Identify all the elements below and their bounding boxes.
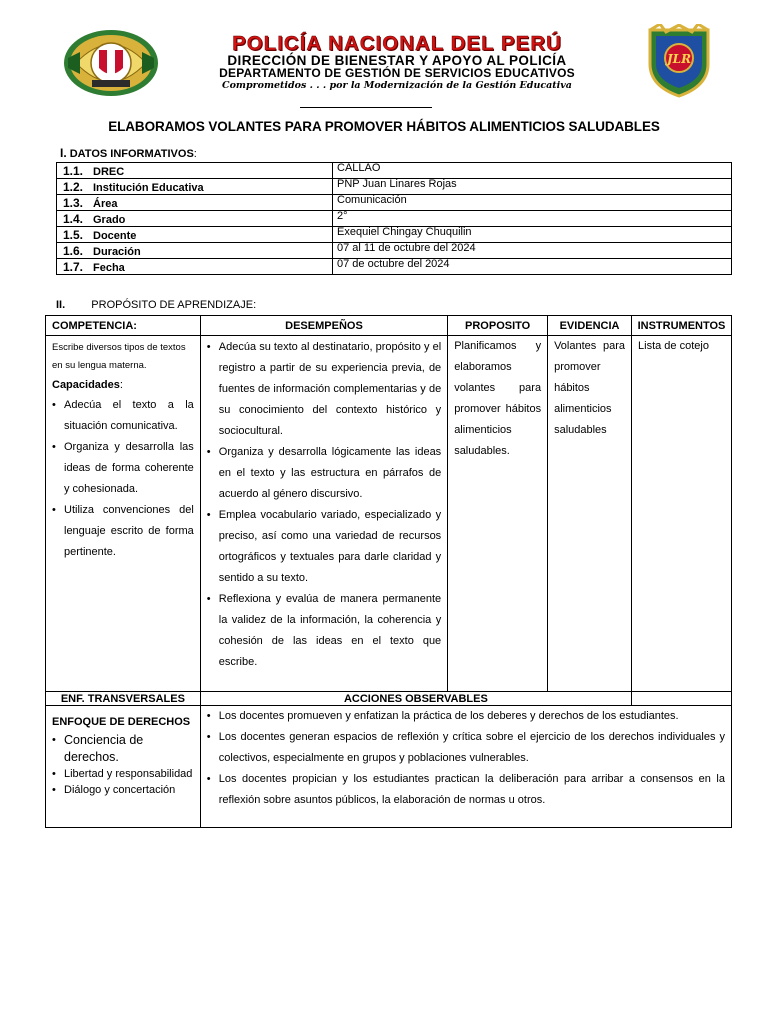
datos-value: Comunicación	[333, 195, 732, 211]
acciones-list	[207, 706, 725, 811]
datos-key-cell	[57, 227, 333, 243]
enfoque-main-list	[52, 732, 194, 766]
desempenos-list	[207, 337, 441, 673]
datos-number: 1.4.	[63, 211, 84, 226]
accion-item: • Los docentes propician y los estudiantes practican la deliberación para arribar a consensos en la reflexión sobre asuntos públicos, la elaboración de normas u otros.	[207, 769, 725, 811]
pnp-crest-icon	[62, 28, 160, 98]
school-shield-text: JLR	[666, 52, 692, 66]
desempeno-item: • Organiza y desarrolla lógicamente las ideas en el texto y las estructura en párrafos de acuerdo al género discursivo.	[207, 442, 441, 505]
datos-key: Fecha	[93, 261, 125, 274]
header-acciones-observables: ACCIONES OBSERVABLES	[200, 692, 631, 706]
enfoque-values-list	[52, 766, 194, 798]
datos-row	[57, 163, 732, 179]
header-instrumentos: INSTRUMENTOS	[632, 316, 732, 336]
org-motto: Comprometidos . . . por la Modernización de la Gestión Educativa	[222, 80, 572, 91]
datos-row	[57, 227, 732, 243]
header-empty-cell	[632, 692, 732, 706]
datos-row	[57, 259, 732, 275]
evidencia-text: Volantes para promover hábitos alimenticios saludables	[554, 340, 626, 436]
datos-key: Grado	[93, 213, 126, 226]
datos-row	[57, 195, 732, 211]
enfoque-value-item: • Libertad y responsabilidad	[52, 766, 194, 782]
datos-key: Docente	[93, 229, 137, 242]
section-2-heading	[56, 299, 256, 311]
competencia-cell	[46, 336, 201, 692]
datos-informativos-table	[56, 162, 732, 275]
desempeno-item: • Adecúa su texto al destinatario, propósito y el registro a partir de su experiencia previa, de fuentes de información complementarias y de su conocimiento del contexto histórico y sociocultural.	[207, 337, 441, 442]
proposito-content-row	[46, 336, 732, 692]
proposito-header-row	[46, 316, 732, 336]
transversal-header-row	[46, 692, 732, 706]
desempeno-item: • Reflexiona y evalúa de manera permanente la validez de la información, la coherencia y cohesión de las ideas en el texto que escribe.	[207, 589, 441, 673]
header-rule	[300, 107, 432, 108]
section-2-number: II.	[56, 299, 66, 311]
header-competencia: COMPETENCIA:	[46, 316, 201, 336]
capacidades-suffix: :	[119, 379, 123, 391]
datos-key-cell	[57, 211, 333, 227]
capacidades-list	[52, 395, 194, 563]
datos-value: 07 al 11 de octubre del 2024	[333, 243, 732, 259]
header-enf-transversales: ENF. TRANSVERSALES	[46, 692, 201, 706]
datos-row	[57, 211, 732, 227]
section-1-heading	[60, 146, 197, 160]
enfoque-main-item: • Conciencia de derechos.	[52, 732, 194, 766]
org-name: POLICÍA NACIONAL DEL PERÚ	[232, 32, 562, 55]
datos-value: PNP Juan Linares Rojas	[333, 179, 732, 195]
datos-number: 1.2.	[63, 179, 84, 194]
datos-key: Área	[93, 197, 118, 210]
enfoque-value-item: • Diálogo y concertación	[52, 782, 194, 798]
section-1-suffix: :	[193, 148, 197, 160]
datos-value: 07 de octubre del 2024	[333, 259, 732, 275]
header-proposito: PROPOSITO	[448, 316, 548, 336]
instrumentos-text: Lista de cotejo	[638, 340, 709, 352]
desempenos-cell	[200, 336, 447, 692]
capacidad-item: • Utiliza convenciones del lenguaje escrito de forma pertinente.	[52, 500, 194, 563]
capacidades-label: Capacidades	[52, 379, 120, 391]
enfoque-title: ENFOQUE DE DERECHOS	[52, 716, 191, 728]
section-1-label: DATOS INFORMATIVOS	[69, 148, 194, 160]
datos-key: DREC	[93, 165, 125, 178]
acciones-cell	[200, 706, 731, 828]
letterhead	[62, 24, 712, 100]
datos-key-cell	[57, 163, 333, 179]
datos-row	[57, 179, 732, 195]
header-evidencia: EVIDENCIA	[548, 316, 632, 336]
school-shield-icon	[646, 24, 712, 98]
datos-number: 1.7.	[63, 259, 84, 274]
section-2-label: PROPÓSITO DE APRENDIZAJE:	[91, 299, 257, 311]
org-directorate: DIRECCIÓN DE BIENESTAR Y APOYO AL POLICÍA	[227, 53, 567, 68]
org-department: DEPARTAMENTO DE GESTIÓN DE SERVICIOS EDUCATIVOS	[219, 66, 575, 80]
capacidad-item: • Organiza y desarrolla las ideas de forma coherente y cohesionada.	[52, 437, 194, 500]
enfoque-cell	[46, 706, 201, 828]
capacidad-item: • Adecúa el texto a la situación comunicativa.	[52, 395, 194, 437]
proposito-text: Planificamos y elaboramos volantes para promover hábitos alimenticios saludables.	[454, 340, 542, 457]
datos-number: 1.1.	[63, 163, 84, 178]
competencia-text: Escribe diversos tipos de textos en su lengua materna.	[52, 342, 186, 371]
datos-number: 1.6.	[63, 243, 84, 258]
datos-key-cell	[57, 259, 333, 275]
instrumentos-cell	[632, 336, 732, 692]
header-desempenos: DESEMPEÑOS	[200, 316, 447, 336]
datos-number: 1.3.	[63, 195, 84, 210]
datos-value: 2°	[333, 211, 732, 227]
proposito-cell	[448, 336, 548, 692]
datos-key: Duración	[93, 245, 141, 258]
datos-key: Institución Educativa	[93, 181, 204, 194]
document-title: ELABORAMOS VOLANTES PARA PROMOVER HÁBITOS ALIMENTICIOS SALUDABLES	[108, 119, 660, 134]
datos-row	[57, 243, 732, 259]
evidencia-cell	[548, 336, 632, 692]
accion-item: • Los docentes promueven y enfatizan la práctica de los deberes y derechos de los estudiantes.	[207, 706, 725, 727]
section-1-number: I.	[60, 146, 67, 160]
accion-item: • Los docentes generan espacios de reflexión y crítica sobre el ejercicio de los derechos individuales y colectivos, especialmente en grupos y poblaciones vulnerables.	[207, 727, 725, 769]
transversal-content-row	[46, 706, 732, 828]
datos-value: Exequiel Chingay Chuquilin	[333, 227, 732, 243]
datos-value: CALLAO	[333, 163, 732, 179]
desempeno-item: • Emplea vocabulario variado, especializado y preciso, así como una variedad de recursos ortográficos y textuales para darle claridad y sentido a su texto.	[207, 505, 441, 589]
datos-number: 1.5.	[63, 227, 84, 242]
datos-key-cell	[57, 243, 333, 259]
datos-key-cell	[57, 179, 333, 195]
datos-key-cell	[57, 195, 333, 211]
proposito-table	[45, 315, 732, 828]
